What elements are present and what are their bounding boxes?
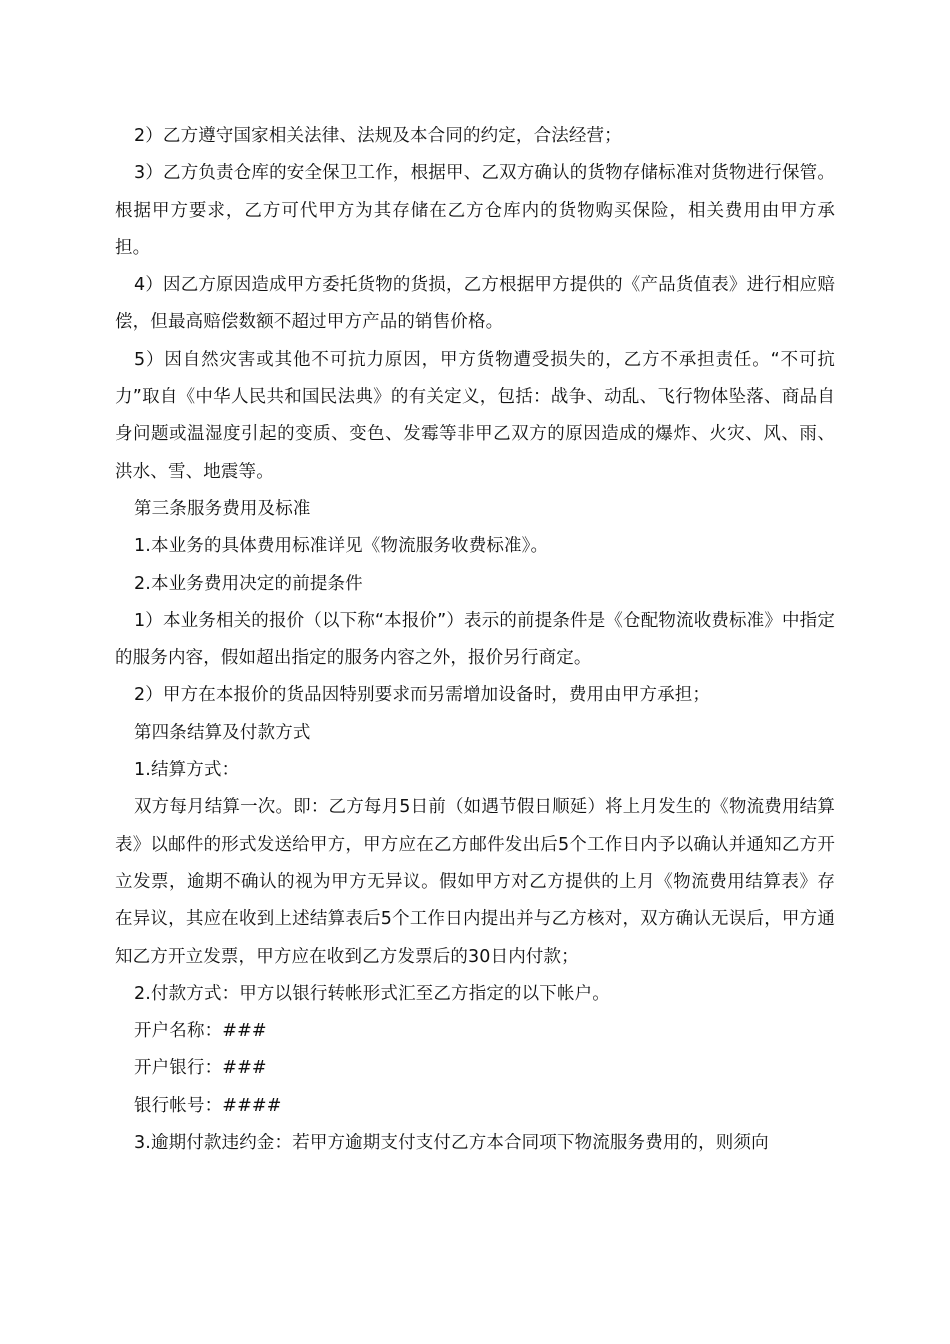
account-bank: 开户银行：### — [134, 1058, 267, 1079]
payment-method-item: 2.付款方式：甲方以银行转帐形式汇至乙方指定的以下帐户。 — [134, 983, 610, 1004]
clause-4-damage-compensation: 4）因乙方原因造成甲方委托货物的货损，乙方根据甲方提供的《产品货值表》进行相应赔偿，但最高赔偿数额不超过甲方产品的销售价格。 — [115, 275, 835, 333]
clause-3-warehouse-security: 3）乙方负责仓库的安全保卫工作，根据甲、乙双方确认的货物存储标准对货物进行保管。根据甲方要求，乙方可代甲方为其存储在乙方仓库内的货物购买保险，相关费用由甲方承担。 — [115, 163, 835, 258]
quote-precondition-clause: 1）本业务相关的报价（以下称“本报价”）表示的前提条件是《仓配物流收费标准》中指定的服务内容，假如超出指定的服务内容之外，报价另行商定。 — [115, 610, 835, 669]
article-3-heading: 第三条服务费用及标准 — [134, 498, 311, 519]
late-payment-penalty: 3.逾期付款违约金：若甲方逾期支付支付乙方本合同项下物流服务费用的，则须向 — [134, 1133, 769, 1154]
account-name: 开户名称：### — [134, 1021, 267, 1042]
account-number: 银行帐号：#### — [134, 1095, 282, 1116]
fee-standard-item: 1.本业务的具体费用标准详见《物流服务收费标准》。 — [134, 536, 549, 557]
settlement-method-text: 双方每月结算一次。即：乙方每月5日前（如遇节假日顺延）将上月发生的《物流费用结算表》以邮件的形式发送给甲方，甲方应在乙方邮件发出后5个工作日内予以确认并通知乙方开立发票，逾期不确认的视为甲方无异议。假如甲方对乙方提供的上月《物流费用结算表》存在异议，其应在收到上述结算表后5个工作日内提出并与乙方核对，双方确认无误后，甲方通知乙方开立发票，甲方应在收到乙方发票后的30日内付款； — [115, 797, 835, 967]
clause-2-compliance: 2）乙方遵守国家相关法律、法规及本合同的约定，合法经营； — [134, 126, 622, 146]
settlement-method-item: 1.结算方式： — [134, 760, 240, 781]
clause-5-force-majeure: 5）因自然灾害或其他不可抗力原因，甲方货物遭受损失的，乙方不承担责任。“不可抗力”取自《中华人民共和国民法典》的有关定义，包括：战争、动乱、飞行物体坠落、商品自身问题或温湿度引起的变质、变色、发霉等非甲乙双方的原因造成的爆炸、火灾、风、雨、洪水、雪、地震等。 — [115, 349, 835, 482]
document-body — [115, 118, 835, 1162]
extra-equipment-clause: 2）甲方在本报价的货品因特别要求而另需增加设备时，费用由甲方承担； — [134, 685, 711, 706]
fee-precondition-item: 2.本业务费用决定的前提条件 — [134, 573, 363, 594]
article-4-heading: 第四条结算及付款方式 — [134, 722, 311, 743]
